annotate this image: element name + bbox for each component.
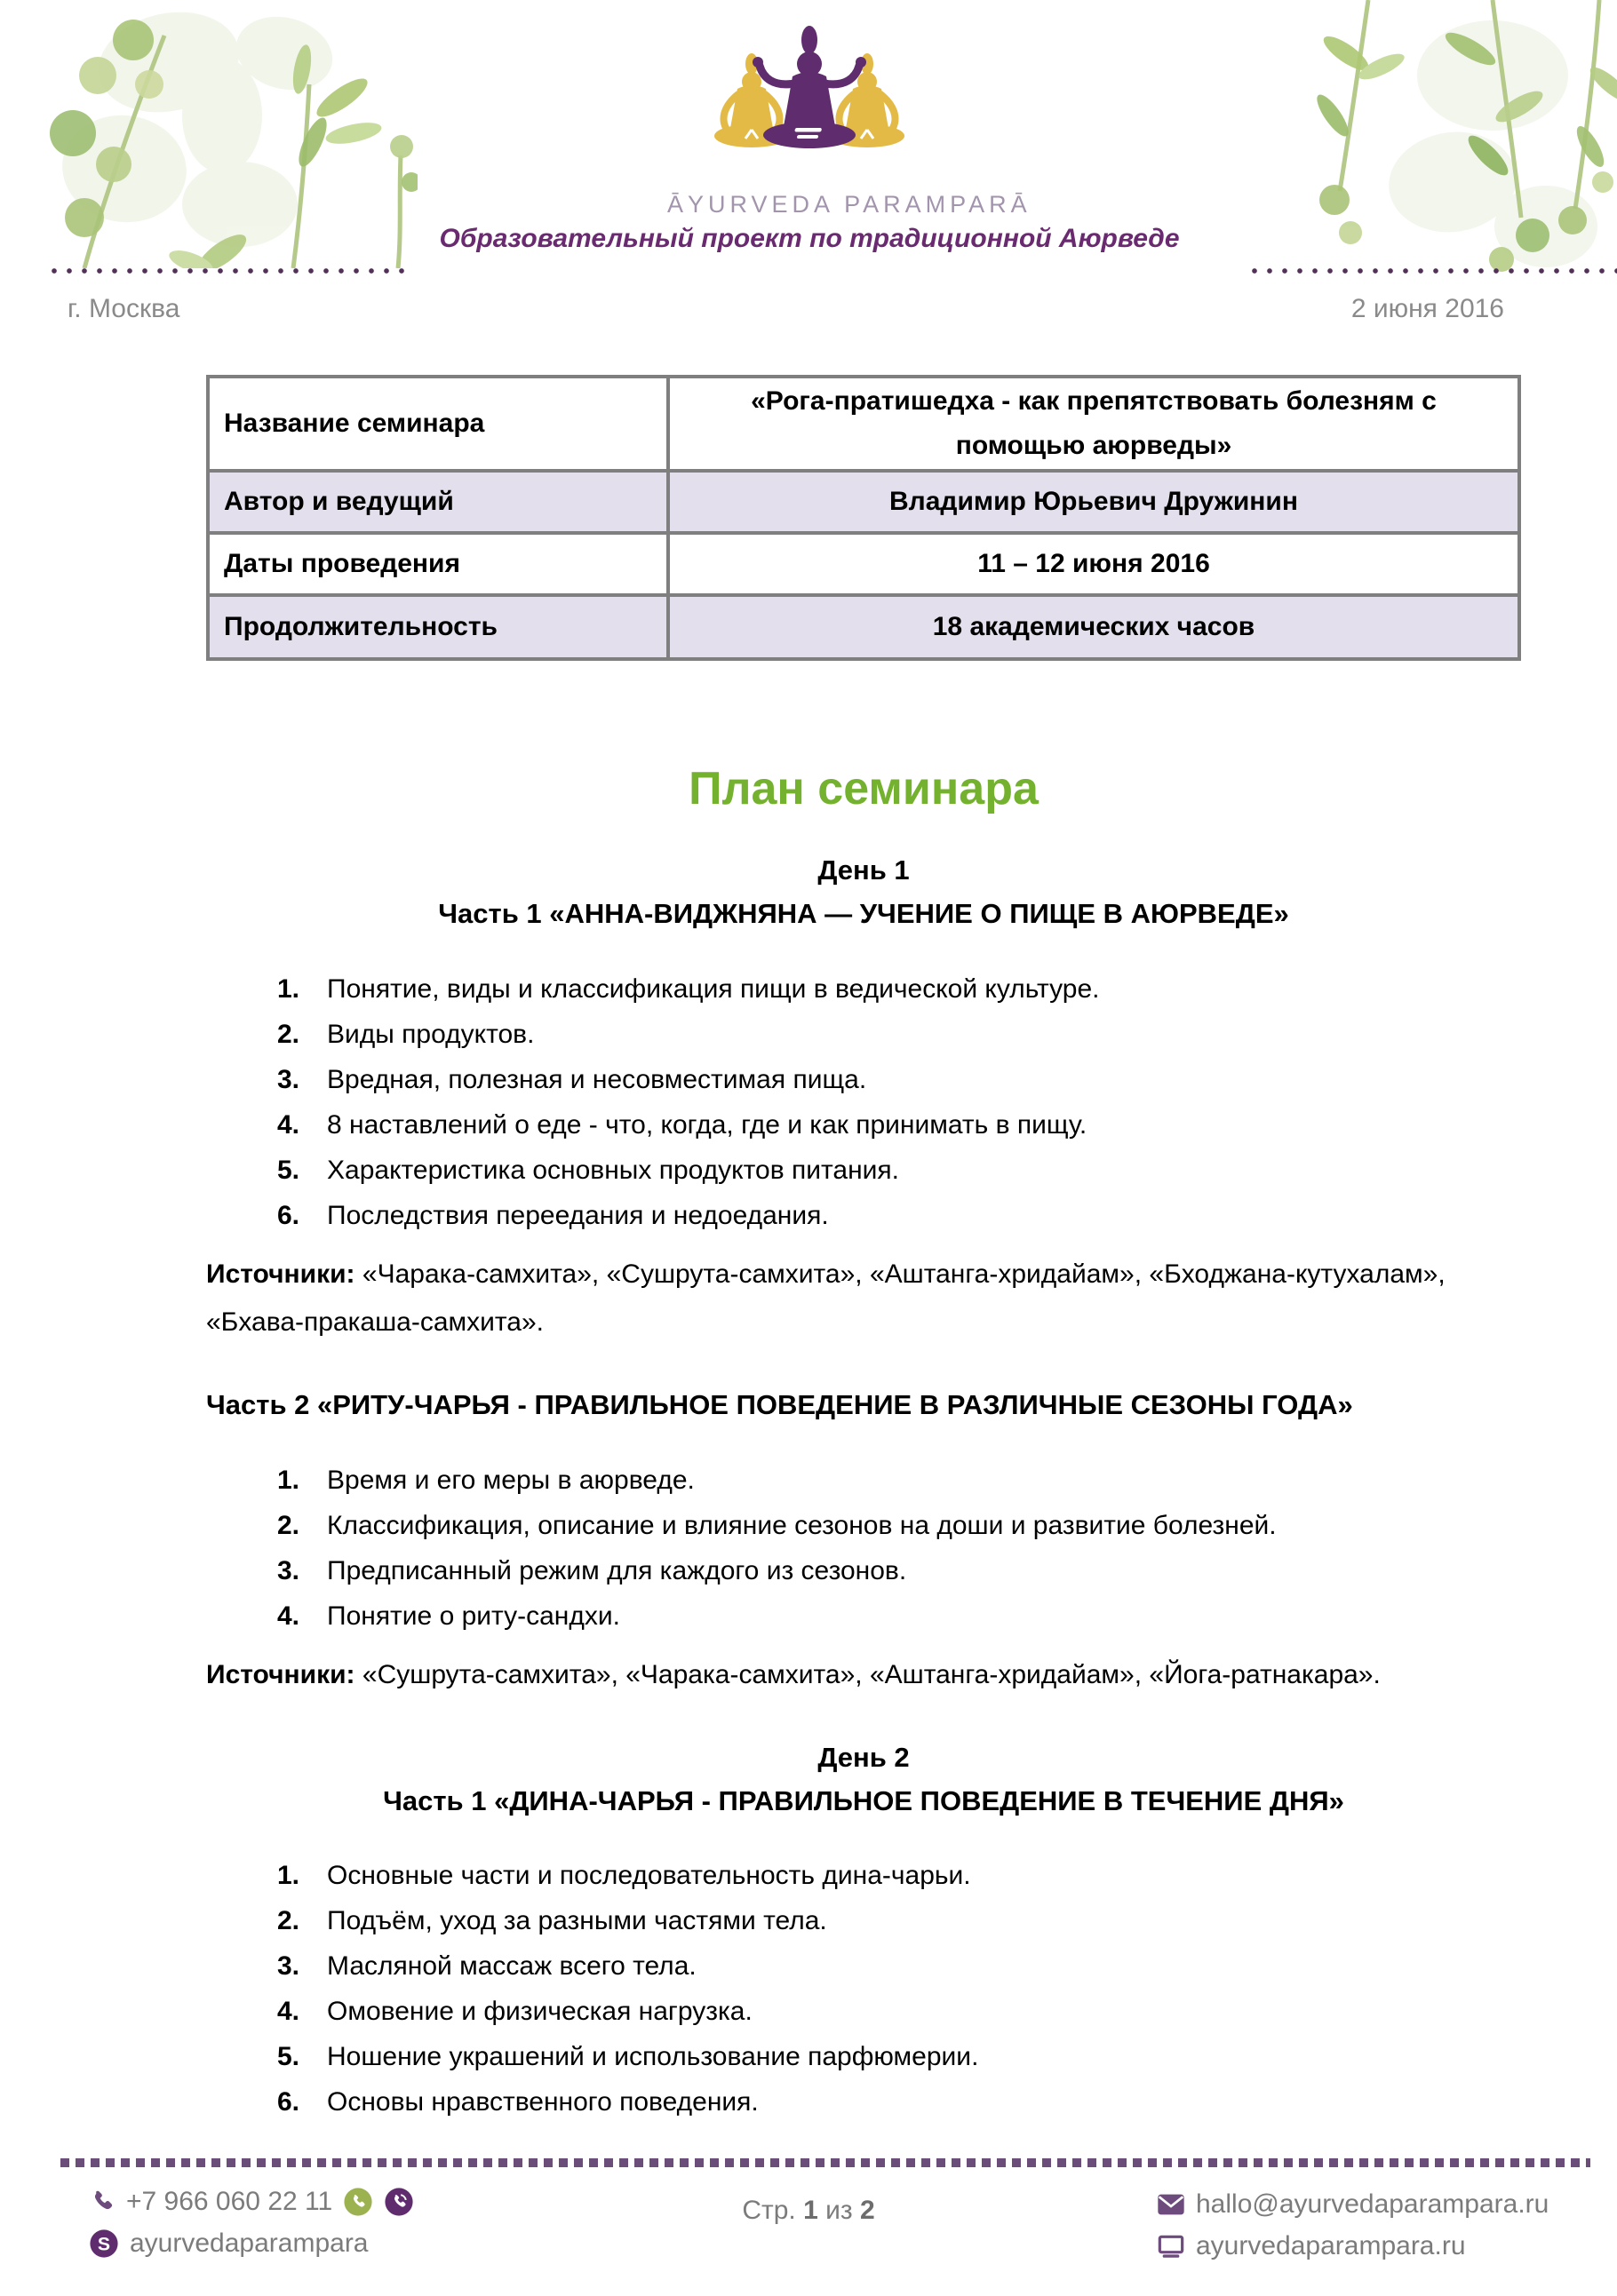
table-value: «Рога-пратишедха - как препятствовать болезням с помощью аюрведы» <box>668 377 1519 471</box>
footer-email: hallo@ayurvedaparampara.ru <box>1196 2189 1549 2219</box>
list-item-number: 4. <box>277 1110 300 1140</box>
day2-label: День 2 <box>817 1742 910 1773</box>
email-icon <box>1157 2193 1185 2216</box>
list-item-number: 6. <box>277 2087 300 2117</box>
logo-tagline: Образовательный проект по традиционной Аюрведе <box>439 224 1180 253</box>
list-item <box>206 1203 1521 1229</box>
list-item-number: 2. <box>277 1020 300 1049</box>
sources-label: Источники: <box>206 1259 355 1289</box>
list-item <box>206 1558 1521 1585</box>
list-item-number: 3. <box>277 1951 300 1981</box>
list-item-number: 1. <box>277 974 300 1004</box>
day1-part1-list <box>206 976 1521 1229</box>
table-row <box>208 533 1519 595</box>
list-item <box>206 1067 1521 1093</box>
footer-skype: ayurvedaparampara <box>130 2228 369 2258</box>
logo-brand-name: ĀYURVEDA PARAMPARĀ <box>667 191 1032 218</box>
day1-part2-heading: Часть 2 «РИТУ-ЧАРЬЯ - ПРАВИЛЬНОЕ ПОВЕДЕНИЕ В РАЗЛИЧНЫЕ СЕЗОНЫ ГОДА» <box>206 1389 1353 1420</box>
seminar-info-table <box>206 375 1521 661</box>
table-label: Автор и ведущий <box>208 471 668 533</box>
table-row <box>208 595 1519 659</box>
seminar-plan <box>206 762 1521 2134</box>
list-item-text: Основные части и последовательность дина-чарьи. <box>327 1861 971 1890</box>
list-item-text: Понятие о риту-сандхи. <box>327 1601 620 1631</box>
list-item <box>206 2089 1521 2116</box>
table-value: Владимир Юрьевич Дружинин <box>668 471 1519 533</box>
day2-part1-list <box>206 1863 1521 2116</box>
list-item <box>206 1863 1521 1889</box>
list-item-text: Виды продуктов. <box>327 1020 535 1049</box>
list-item <box>206 1908 1521 1935</box>
list-item <box>206 2044 1521 2070</box>
list-item-number: 2. <box>277 1906 300 1935</box>
document-date: 2 июня 2016 <box>1350 294 1504 323</box>
footer-contacts-right <box>1157 2183 1549 2267</box>
page-number-current: 1 <box>803 2196 818 2225</box>
list-item-number: 3. <box>277 1065 300 1094</box>
day1-part2-sources <box>206 1651 1521 1699</box>
logo-deity-figures-icon <box>667 20 952 188</box>
day1-part2-list <box>206 1467 1521 1630</box>
table-row <box>208 471 1519 533</box>
logo <box>439 20 1180 253</box>
list-item-number: 4. <box>277 1601 300 1631</box>
svg-text:S: S <box>97 2232 111 2254</box>
list-item-number: 1. <box>277 1466 300 1495</box>
list-item-text: Понятие, виды и классификация пищи в ведической культуре. <box>327 974 1100 1004</box>
list-item-number: 5. <box>277 2042 300 2071</box>
day1-part1-sources <box>206 1251 1521 1347</box>
list-item-text: Характеристика основных продуктов питания. <box>327 1156 899 1185</box>
watercolor-leaves-right <box>1226 0 1617 277</box>
list-item <box>206 1603 1521 1630</box>
table-label: Продолжительность <box>208 595 668 659</box>
footer-website: ayurvedaparampara.ru <box>1196 2230 1466 2260</box>
sources-text: «Чарака-самхита», «Сушрута-самхита», «Аштанга-хридайам», «Бходжана-кутухалам», «Бхава-пракаша-самхита». <box>206 1259 1446 1337</box>
list-item-text: Время и его меры в аюрведе. <box>327 1466 695 1495</box>
list-item-text: 8 наставлений о еде - что, когда, где и как принимать в пищу. <box>327 1110 1087 1140</box>
dotted-divider-right <box>1251 267 1617 274</box>
list-item <box>206 1513 1521 1539</box>
list-item-text: Классификация, описание и влияние сезонов на доши и развитие болезней. <box>327 1511 1277 1540</box>
table-value: 11 – 12 июня 2016 <box>668 533 1519 595</box>
list-item <box>206 1953 1521 1980</box>
list-item-number: 4. <box>277 1997 300 2026</box>
table-label: Даты проведения <box>208 533 668 595</box>
dotted-divider-left <box>51 267 406 274</box>
list-item-text: Основы нравственного поведения. <box>327 2087 759 2117</box>
document-city: г. Москва <box>68 294 180 323</box>
day1-part1-heading: Часть 1 «АННА-ВИДЖНЯНА — УЧЕНИЕ О ПИЩЕ В АЮРВЕДЕ» <box>438 898 1289 929</box>
plan-title: План семинара <box>689 763 1039 814</box>
list-item <box>206 1021 1521 1048</box>
list-item-text: Вредная, полезная и несовместимая пища. <box>327 1065 867 1094</box>
page-number-total: 2 <box>859 2196 875 2225</box>
day1-label: День 1 <box>817 854 910 886</box>
list-item-text: Предписанный режим для каждого из сезонов. <box>327 1556 907 1585</box>
list-item-text: Омовение и физическая нагрузка. <box>327 1997 753 2026</box>
list-item <box>206 1998 1521 2025</box>
watercolor-leaves-left <box>0 0 418 268</box>
list-item-text: Последствия переедания и недоедания. <box>327 1201 829 1230</box>
table-label: Название семинара <box>208 377 668 471</box>
list-item <box>206 1467 1521 1494</box>
list-item <box>206 1112 1521 1139</box>
day2-part1-heading: Часть 1 «ДИНА-ЧАРЬЯ - ПРАВИЛЬНОЕ ПОВЕДЕНИЕ В ТЕЧЕНИЕ ДНЯ» <box>383 1785 1344 1816</box>
list-item-number: 5. <box>277 1156 300 1185</box>
list-item-number: 2. <box>277 1511 300 1540</box>
sources-text: «Сушрута-самхита», «Чарака-самхита», «Аштанга-хридайам», «Йога-ратнакара». <box>354 1660 1381 1689</box>
website-monitor-icon <box>1157 2234 1185 2259</box>
list-item-number: 1. <box>277 1861 300 1890</box>
sources-label: Источники: <box>206 1660 355 1689</box>
list-item-text: Подъём, уход за разными частями тела. <box>327 1906 827 1935</box>
footer-phone: +7 966 060 22 11 <box>126 2186 333 2216</box>
list-item <box>206 1157 1521 1184</box>
list-item-number: 6. <box>277 1201 300 1230</box>
page-number-of: из <box>825 2196 853 2225</box>
table-value: 18 академических часов <box>668 595 1519 659</box>
table-row <box>208 377 1519 471</box>
skype-icon <box>89 2228 119 2259</box>
list-item <box>206 976 1521 1003</box>
dashed-divider-footer <box>60 2158 1590 2167</box>
page-number-prefix: Стр. <box>742 2196 796 2225</box>
list-item-text: Масляной массаж всего тела. <box>327 1951 697 1981</box>
list-item-number: 3. <box>277 1556 300 1585</box>
list-item-text: Ношение украшений и использование парфюмерии. <box>327 2042 979 2071</box>
